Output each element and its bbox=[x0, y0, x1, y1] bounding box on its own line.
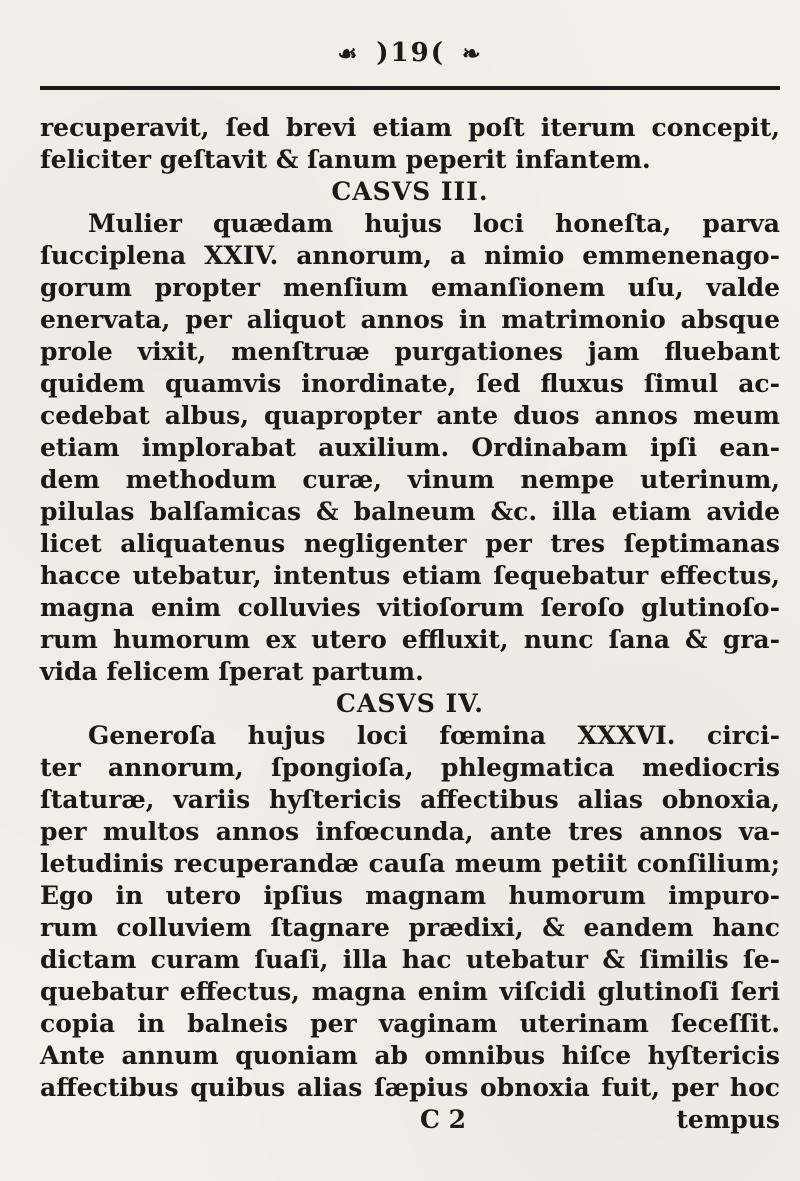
text-line: letudinis recuperandæ cauſa meum petiit conſilium; bbox=[40, 849, 780, 878]
text-line: quidem quamvis inordinate, ſed fluxus ſimul ac- bbox=[40, 369, 780, 398]
text-line: rum colluviem ſtagnare prædixi, & eandem hanc bbox=[40, 913, 780, 942]
text-line: quebatur effectus, magna enim viſcidi glutinoſi ſeri bbox=[40, 977, 780, 1006]
page-footer bbox=[40, 1104, 780, 1136]
text-line: cedebat albus, quapropter ante duos annos meum bbox=[40, 401, 780, 430]
text-line: Generoſa hujus loci fœmina XXXVI. circi- bbox=[88, 721, 780, 750]
header-rule bbox=[40, 86, 780, 90]
ornament-right-icon: ❧ bbox=[462, 41, 483, 67]
text-line: dem methodum curæ, vinum nempe uterinum, bbox=[40, 465, 780, 494]
text-line: copia in balneis per vaginam uterinam ſeceſſit. bbox=[40, 1009, 780, 1038]
text-line: ter annorum, ſpongioſa, phlegmatica mediocris bbox=[40, 753, 780, 782]
text-line: licet aliquatenus negligenter per tres ſeptimanas bbox=[40, 529, 780, 558]
text-line: Ego in utero ipſius magnam humorum impuro- bbox=[40, 881, 780, 910]
text-line: pilulas balſamicas & balneum &c. illa etiam avide bbox=[40, 497, 780, 526]
text-line: Ante annum quoniam ab omnibus hiſce hyſtericis bbox=[40, 1041, 780, 1070]
case-heading: CASVS III. bbox=[331, 177, 489, 206]
signature-mark: C 2 bbox=[420, 1105, 466, 1134]
page-number: )19( bbox=[376, 38, 446, 68]
text-line: affectibus quibus alias ſæpius obnoxia fuit, per hoc bbox=[40, 1073, 780, 1102]
text-line: hacce utebatur, intentus etiam ſequebatur effectus, bbox=[40, 561, 780, 590]
case-heading: CASVS IV. bbox=[336, 689, 484, 718]
text-line: etiam implorabat auxilium. Ordinabam ipſi ean- bbox=[40, 433, 780, 462]
text-line: recuperavit, ſed brevi etiam poſt iterum concepit, bbox=[40, 113, 780, 142]
text-line: dictam curam ſuaſi, illa hac utebatur & ſimilis ſe- bbox=[40, 945, 780, 974]
text-line: feliciter geſtavit & ſanum peperit infantem. bbox=[40, 145, 651, 174]
text-line: magna enim colluvies vitioſorum ſeroſo glutinoſo- bbox=[40, 593, 780, 622]
text-line: rum humorum ex utero effluxit, nunc ſana & gra- bbox=[40, 625, 780, 654]
running-header bbox=[40, 30, 780, 90]
text-line: gorum propter menſium emanſionem uſu, valde bbox=[40, 273, 780, 302]
text-line: ſucciplena XXIV. annorum, a nimio emmenenago- bbox=[40, 241, 780, 270]
text-line: prole vixit, menſtruæ purgationes jam fluebant bbox=[40, 337, 780, 366]
text-line: Mulier quædam hujus loci honeſta, parva bbox=[88, 209, 780, 238]
body-text bbox=[40, 112, 780, 1136]
ornament-left-icon: ☙ bbox=[337, 41, 360, 67]
text-line: ſtaturæ, variis hyſtericis affectibus alias obnoxia, bbox=[40, 785, 780, 814]
text-line: vida felicem ſperat partum. bbox=[40, 657, 424, 686]
text-line: per multos annos infœcunda, ante tres annos va- bbox=[40, 817, 780, 846]
catchword: tempus bbox=[676, 1105, 780, 1134]
text-line: enervata, per aliquot annos in matrimonio absque bbox=[40, 305, 780, 334]
header-center bbox=[40, 38, 780, 68]
